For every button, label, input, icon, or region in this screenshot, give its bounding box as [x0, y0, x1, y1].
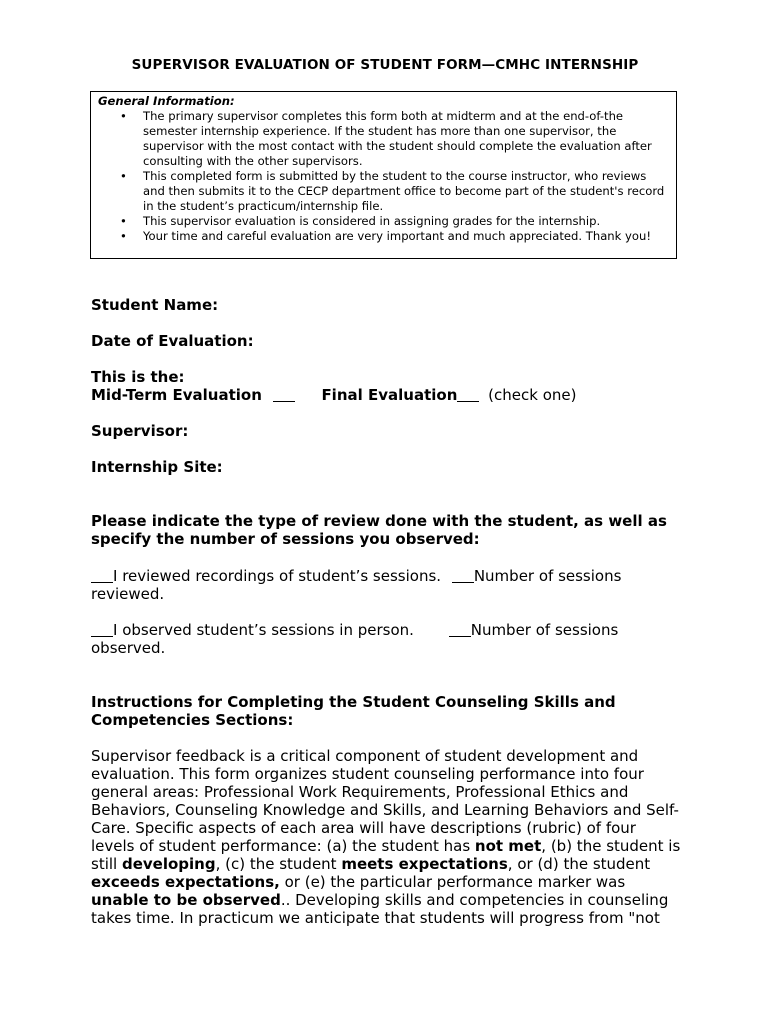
general-information-item: • This supervisor evaluation is considered in assigning grades for the internship.	[98, 214, 668, 229]
recordings-check-blank[interactable]	[91, 568, 113, 583]
in-person-count-blank[interactable]	[449, 622, 471, 637]
recordings-review-text: I reviewed recordings of student’s sessions.	[113, 567, 442, 585]
level-not-met: not met	[474, 837, 542, 855]
instructions-text: , (c) the student	[215, 855, 342, 873]
instructions-text: , or (d) the student	[507, 855, 651, 873]
instructions-heading: Instructions for Completing the Student Counseling Skills and Competencies Sections:	[91, 693, 616, 729]
evaluation-type-row	[91, 386, 576, 404]
midterm-check-blank[interactable]	[273, 387, 295, 402]
instructions-text: Supervisor feedback is a critical component of student development and evaluation. This form organizes student counseling performance into four general areas: Professional Work Requirements, Professional Ethics and Behaviors, Counseling Knowledge and Skills, and Learning Behaviors and Self-Care. Specific aspects of each area will have descriptions (rubric) of four levels of student performance: (a) the student has	[91, 747, 679, 855]
this-is-the-label: This is the:	[91, 368, 185, 386]
in-person-review-text: I observed student’s sessions in person.	[113, 621, 414, 639]
general-information-item: • This completed form is submitted by the student to the course instructor, who reviews and then submits it to the CECP department office to become part of the student's record in the student’s practicum/internship file.	[98, 169, 668, 214]
general-information-list	[98, 109, 668, 244]
internship-site-label: Internship Site:	[91, 458, 223, 476]
recordings-review-row	[91, 567, 681, 603]
check-one-note: (check one)	[488, 386, 577, 404]
level-meets-expectations: meets expectations	[341, 855, 508, 873]
recordings-count-blank[interactable]	[452, 568, 474, 583]
in-person-count-text: Number of sessions observed.	[91, 621, 619, 657]
general-information-heading: General Information:	[98, 94, 235, 108]
recordings-count-text: Number of sessions reviewed.	[91, 567, 622, 603]
instructions-text: or (e) the particular performance marker was	[279, 873, 626, 891]
supervisor-label: Supervisor:	[91, 422, 189, 440]
level-exceeds-expectations: exceeds expectations,	[91, 873, 280, 891]
final-check-blank[interactable]	[457, 387, 479, 402]
level-developing: developing	[121, 855, 216, 873]
general-information-item: • Your time and careful evaluation are very important and much appreciated. Thank you!	[98, 229, 668, 244]
instructions-paragraph	[91, 747, 681, 927]
in-person-check-blank[interactable]	[91, 622, 113, 637]
final-evaluation-label: Final Evaluation	[321, 386, 458, 404]
instructions-text: .. Developing skills and competencies in counseling takes time. In practicum we anticipate that students will progress from "not	[91, 891, 669, 927]
level-unable-to-be-observed: unable to be observed	[91, 891, 281, 909]
midterm-evaluation-label: Mid-Term Evaluation	[91, 386, 262, 404]
student-name-label: Student Name:	[91, 296, 219, 314]
instructions-text: , (b) the student is still	[91, 837, 681, 873]
general-information-box	[90, 91, 677, 259]
review-type-heading: Please indicate the type of review done with the student, as well as specify the number of sessions you observed:	[91, 512, 667, 548]
in-person-review-row	[91, 621, 681, 657]
form-title: SUPERVISOR EVALUATION OF STUDENT FORM—CMHC INTERNSHIP	[131, 57, 639, 73]
date-of-evaluation-label: Date of Evaluation:	[91, 332, 254, 350]
general-information-item: • The primary supervisor completes this form both at midterm and at the end-of-the semester internship experience. If the student has more than one supervisor, the supervisor with the most contact with the student should complete the evaluation after consulting with the other supervisors.	[98, 109, 668, 169]
